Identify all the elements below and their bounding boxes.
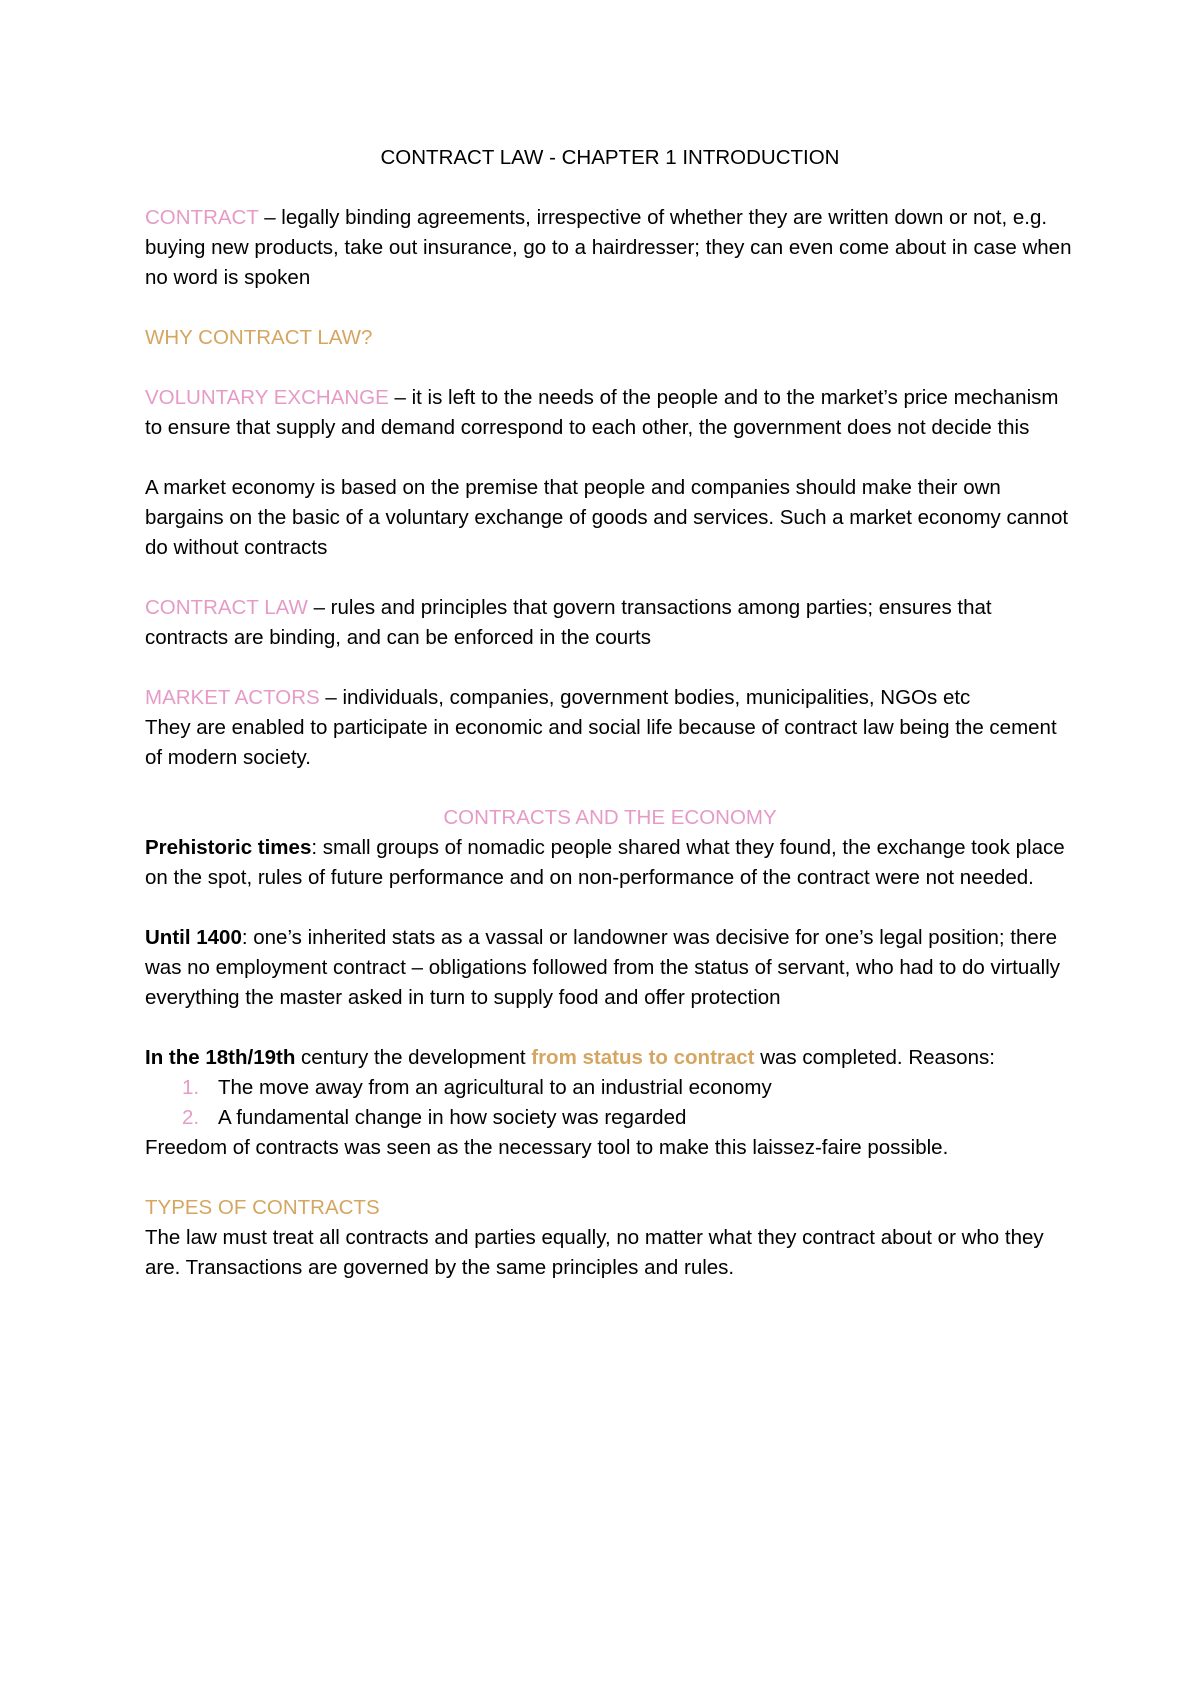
contract-law-definition bbox=[145, 593, 1075, 653]
list-number: 1. bbox=[182, 1076, 200, 1099]
voluntary-exchange-text: – it is left to the needs of the people and to the market’s price mechanism to ensure that supply and demand correspond to each other, the government does not decide this bbox=[145, 386, 1059, 439]
why-contract-law-heading: WHY CONTRACT LAW? bbox=[145, 326, 373, 349]
voluntary-exchange-term: VOLUNTARY EXCHANGE bbox=[145, 386, 389, 409]
types-of-contracts-text: The law must treat all contracts and parties equally, no matter what they contract about or who they are. Transactions are governed by the same principles and rules. bbox=[145, 1226, 1044, 1279]
types-of-contracts-heading: TYPES OF CONTRACTS bbox=[145, 1196, 380, 1219]
market-actors-text: – individuals, companies, government bodies, municipalities, NGOs etc bbox=[319, 686, 971, 709]
voluntary-exchange-definition bbox=[145, 383, 1075, 443]
list-text: A fundamental change in how society was regarded bbox=[218, 1106, 687, 1129]
status-to-contract-highlight: from status to contract bbox=[531, 1046, 755, 1069]
century-text-1: century the development bbox=[295, 1046, 532, 1069]
until-1400-paragraph bbox=[145, 923, 1075, 1013]
list-number: 2. bbox=[182, 1106, 200, 1129]
document-page bbox=[145, 143, 1075, 1313]
prehistoric-text: : small groups of nomadic people shared what they found, the exchange took place on the spot, rules of future performance and on non-performance of the contract were not needed. bbox=[145, 836, 1065, 889]
contract-term: CONTRACT bbox=[145, 206, 259, 229]
century-paragraph bbox=[145, 1043, 1075, 1073]
until-1400-text: : one’s inherited stats as a vassal or landowner was decisive for one’s legal position; there was no employment contract – obligations followed from the status of servant, who had to do virtually everything the master asked in turn to supply food and offer protection bbox=[145, 926, 1061, 1009]
contracts-economy-heading: CONTRACTS AND THE ECONOMY bbox=[443, 806, 777, 829]
market-actors-line2: They are enabled to participate in economic and social life because of contract law being the cement of modern society. bbox=[145, 716, 1057, 769]
market-actors-definition bbox=[145, 683, 1075, 773]
contract-law-text: – rules and principles that govern transactions among parties; ensures that contracts are binding, and can be enforced in the courts bbox=[145, 596, 992, 649]
document-title: CONTRACT LAW - CHAPTER 1 INTRODUCTION bbox=[380, 146, 840, 169]
list-item bbox=[145, 1073, 1075, 1103]
freedom-of-contracts-line: Freedom of contracts was seen as the necessary tool to make this laissez-faire possible. bbox=[145, 1136, 949, 1159]
contract-definition bbox=[145, 203, 1075, 293]
century-text-2: was completed. Reasons: bbox=[754, 1046, 995, 1069]
century-label: In the 18th/19th bbox=[145, 1046, 296, 1069]
contract-text: – legally binding agreements, irrespective of whether they are written down or not, e.g. buying new products, take out insurance, go to a hairdresser; they can even come about in case when no word is spoken bbox=[145, 206, 1072, 289]
list-text: The move away from an agricultural to an industrial economy bbox=[218, 1076, 772, 1099]
list-item bbox=[145, 1103, 1075, 1133]
prehistoric-paragraph bbox=[145, 833, 1075, 893]
market-economy-paragraph: A market economy is based on the premise that people and companies should make their own bargains on the basic of a voluntary exchange of goods and services. Such a market economy cannot do without contracts bbox=[145, 476, 1069, 559]
until-1400-label: Until 1400 bbox=[145, 926, 242, 949]
market-actors-term: MARKET ACTORS bbox=[145, 686, 320, 709]
prehistoric-label: Prehistoric times bbox=[145, 836, 312, 859]
contract-law-term: CONTRACT LAW bbox=[145, 596, 308, 619]
reasons-list bbox=[145, 1073, 1075, 1133]
